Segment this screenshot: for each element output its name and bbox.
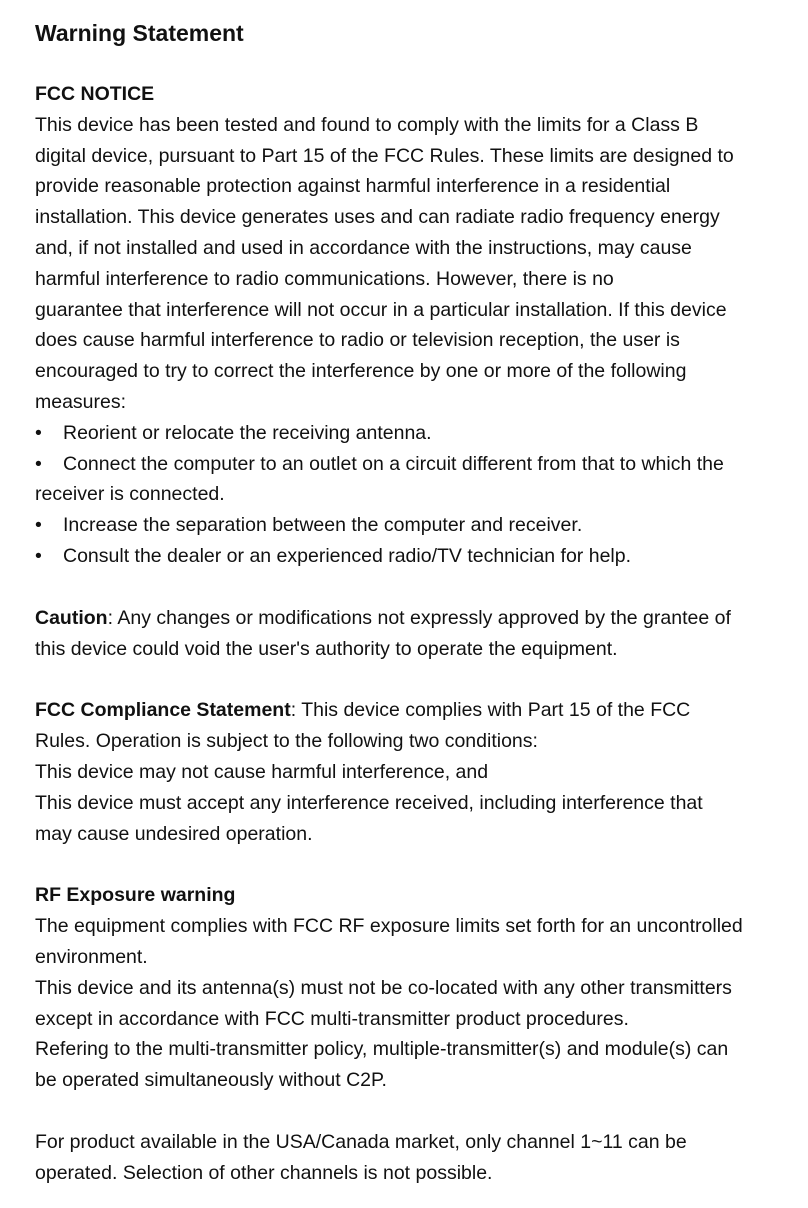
compliance-line	[35, 695, 788, 726]
list-item-text: Connect the computer to an outlet on a circuit different from that to which the	[63, 452, 724, 475]
section-spacer	[35, 664, 788, 695]
compliance-line: Rules. Operation is subject to the following two conditions:	[35, 730, 538, 753]
compliance-label: FCC Compliance Statement	[35, 699, 291, 722]
bullet-icon: •	[35, 452, 42, 475]
caution-section	[35, 603, 788, 665]
caution-line: this device could void the user's authority to operate the equipment.	[35, 637, 618, 660]
fcc-notice-line: harmful interference to radio communications. However, there is no	[35, 267, 614, 290]
fcc-notice-line: This device has been tested and found to comply with the limits for a Class B	[35, 113, 699, 136]
rf-exposure-line: be operated simultaneously without C2P.	[35, 1069, 387, 1092]
rf-exposure-section	[35, 880, 788, 1096]
fcc-notice-section	[35, 79, 788, 572]
bullet-icon: •	[35, 514, 42, 537]
bullet-icon: •	[35, 421, 42, 444]
fcc-notice-heading: FCC NOTICE	[35, 83, 155, 105]
compliance-text: : This device complies with Part 15 of the FCC	[290, 699, 691, 722]
list-item	[35, 449, 788, 480]
list-item	[35, 510, 788, 541]
market-note-line: operated. Selection of other channels is not possible.	[35, 1161, 493, 1184]
section-spacer	[35, 849, 788, 880]
rf-exposure-line: environment.	[35, 945, 148, 968]
fcc-notice-line: digital device, pursuant to Part 15 of the FCC Rules. These limits are designed to	[35, 144, 734, 167]
fcc-notice-line: and, if not installed and used in accordance with the instructions, may cause	[35, 236, 692, 259]
page-title: Warning Statement	[35, 20, 244, 46]
compliance-line: This device must accept any interference received, including interference that	[35, 791, 703, 814]
compliance-line: This device may not cause harmful interference, and	[35, 760, 489, 783]
fcc-notice-line: does cause harmful interference to radio or television reception, the user is	[35, 329, 680, 352]
list-item-text: Reorient or relocate the receiving antenna.	[63, 421, 432, 444]
rf-exposure-line: This device and its antenna(s) must not be co-located with any other transmitters	[35, 976, 732, 999]
compliance-line: may cause undesired operation.	[35, 822, 313, 845]
list-item	[35, 418, 788, 449]
compliance-section	[35, 695, 788, 849]
fcc-notice-line: installation. This device generates uses and can radiate radio frequency energy	[35, 206, 720, 229]
caution-label: Caution	[35, 606, 108, 629]
rf-exposure-line: Refering to the multi-transmitter policy, multiple-transmitter(s) and module(s) can	[35, 1038, 729, 1061]
caution-line	[35, 603, 788, 634]
rf-exposure-heading: RF Exposure warning	[35, 884, 236, 907]
bullet-icon: •	[35, 544, 42, 567]
list-item	[35, 541, 788, 572]
section-spacer	[35, 572, 788, 603]
list-item-text: Consult the dealer or an experienced radio/TV technician for help.	[63, 544, 632, 567]
rf-exposure-line: except in accordance with FCC multi-transmitter product procedures.	[35, 1007, 629, 1030]
market-note-line: For product available in the USA/Canada market, only channel 1~11 can be	[35, 1130, 687, 1153]
section-spacer	[35, 1096, 788, 1127]
rf-exposure-line: The equipment complies with FCC RF exposure limits set forth for an uncontrolled	[35, 915, 743, 938]
fcc-notice-line: guarantee that interference will not occur in a particular installation. If this device	[35, 298, 727, 321]
fcc-notice-line: provide reasonable protection against harmful interference in a residential	[35, 175, 671, 198]
fcc-notice-line: measures:	[35, 390, 127, 413]
fcc-notice-line: encouraged to try to correct the interference by one or more of the following	[35, 360, 687, 383]
market-note-section	[35, 1127, 788, 1189]
caution-text: : Any changes or modifications not expressly approved by the grantee of	[107, 606, 731, 629]
list-item-continuation: receiver is connected.	[35, 483, 225, 506]
list-item-text: Increase the separation between the computer and receiver.	[63, 514, 583, 537]
